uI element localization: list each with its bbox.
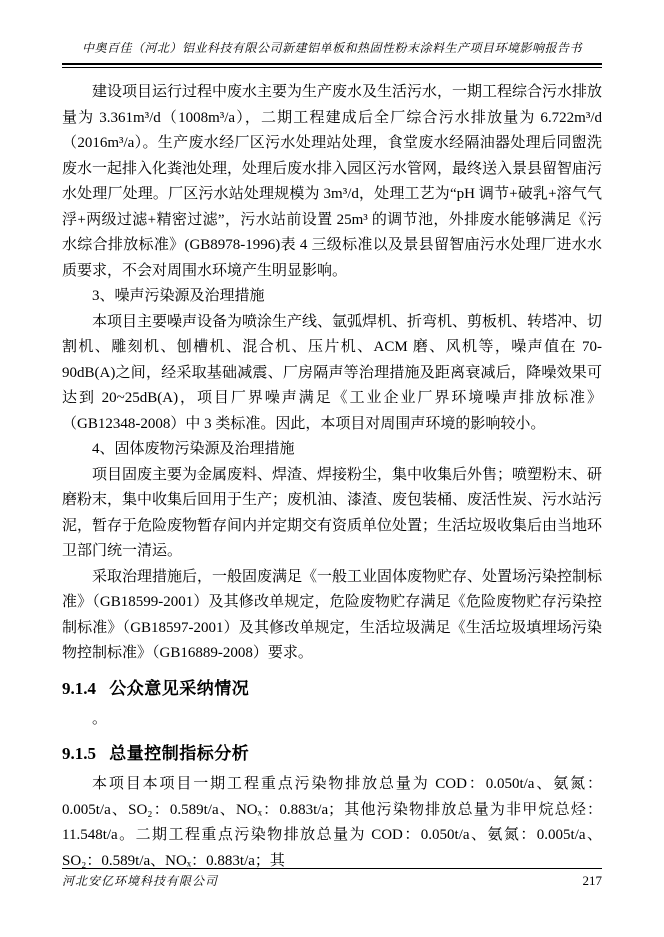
header-title: 中奥百佳（河北）铝业科技有限公司新建铝单板和热固性粉末涂料生产项目环境影响报告书 — [81, 41, 582, 55]
footer-row — [62, 872, 602, 889]
paragraph-emission-totals: 本项目本项目一期工程重点污染物排放总量为 COD：0.050t/a、氨氮：0.005t/a、SO₂：0.589t/a、NOₓ：0.883t/a；其他污染物排放总量为非甲烷总烃：11.548t/a。二期工程重点污染物排放总量为 COD：0.050t/a、氨氮：0.005t/a、SO₂：0.589t/a、NOₓ：0.883t/a；其 — [62, 776, 602, 868]
section-heading-9-1-5 — [62, 740, 602, 768]
document-body — [62, 80, 602, 868]
page-header — [62, 0, 602, 68]
footer-page-number: 217 — [582, 873, 602, 888]
paragraph-solid-waste: 项目固废主要为金属废料、焊渣、焊接粉尘，集中收集后外售；喷塑粉末、研磨粉末，集中收集后回用于生产；废机油、漆渣、废包装桶、废活性炭、污水站污泥，暂存于危险废物暂存间内并定期交有资质单位处置；生活垃圾收集后由当地环卫部门统一清运。 — [62, 466, 602, 559]
page-footer — [62, 868, 602, 889]
header-rule-thick — [62, 63, 602, 65]
subheading-noise-sources: 3、噪声污染源及治理措施 — [92, 288, 265, 304]
section-number-9-1-4: 9.1.4 — [62, 678, 96, 698]
paragraph-noise: 本项目主要噪声设备为喷涂生产线、氩弧焊机、折弯机、剪板机、转塔冲、切割机、雕刻机、刨槽机、混合机、压片机、ACM 磨、风机等，噪声值在 70-90dB(A)之间，经采取基础减震、厂房隔声等治理措施及距离衰减后，降噪效果可达到 20~25dB(A)，项目厂界噪声满足《工业企业厂界环境噪声排放标准》（GB12348-2008）中 3 类标准。因此，本项目对周围声环境的影响较小。 — [62, 313, 602, 432]
footer-company-name: 河北安亿环境科技有限公司 — [62, 874, 219, 888]
paragraph-9-1-4-body: 。 — [92, 710, 108, 727]
section-title-total-control: 总量控制指标分析 — [109, 744, 250, 763]
section-number-9-1-5: 9.1.5 — [62, 744, 96, 763]
paragraph-wastewater: 建设项目运行过程中废水主要为生产废水及生活污水，一期工程综合污水排放量为 3.361m³/d（1008m³/a），二期工程建成后全厂综合污水排放量为 6.722m³/d（2016m³/a）。生产废水经厂区污水处理站处理，食堂废水经隔油器处理后同盥洗废水一起排入化粪池处理，处理后废水排入园区污水管网，最终送入景县留智庙污水处理厂处理。厂区污水站处理规模为 3m³/d，处理工艺为“pH 调节+破乳+溶气气浮+两级过滤+精密过滤”，污水站前设置 25m³ 的调节池，外排废水能够满足《污水综合排放标准》(GB8978-1996)表 4 三级标准以及景县留智庙污水处理厂进水水质要求，不会对周围水环境产生明显影响。 — [62, 84, 602, 279]
header-rule-thin — [62, 67, 602, 68]
section-heading-9-1-4 — [62, 675, 602, 703]
section-title-public-opinion: 公众意见采纳情况 — [109, 678, 250, 698]
paragraph-standards: 采取治理措施后，一般固废满足《一般工业固体废物贮存、处置场污染控制标准》（GB18599-2001）及其修改单规定，危险废物贮存满足《危险废物贮存污染控制标准》（GB18597-2001）及其修改单规定，生活垃圾满足《生活垃圾填埋场污染物控制标准》（GB16889-2008）要求。 — [62, 568, 602, 661]
footer-rule — [62, 868, 602, 869]
subheading-solid-waste: 4、固体废物污染源及治理措施 — [92, 441, 295, 457]
